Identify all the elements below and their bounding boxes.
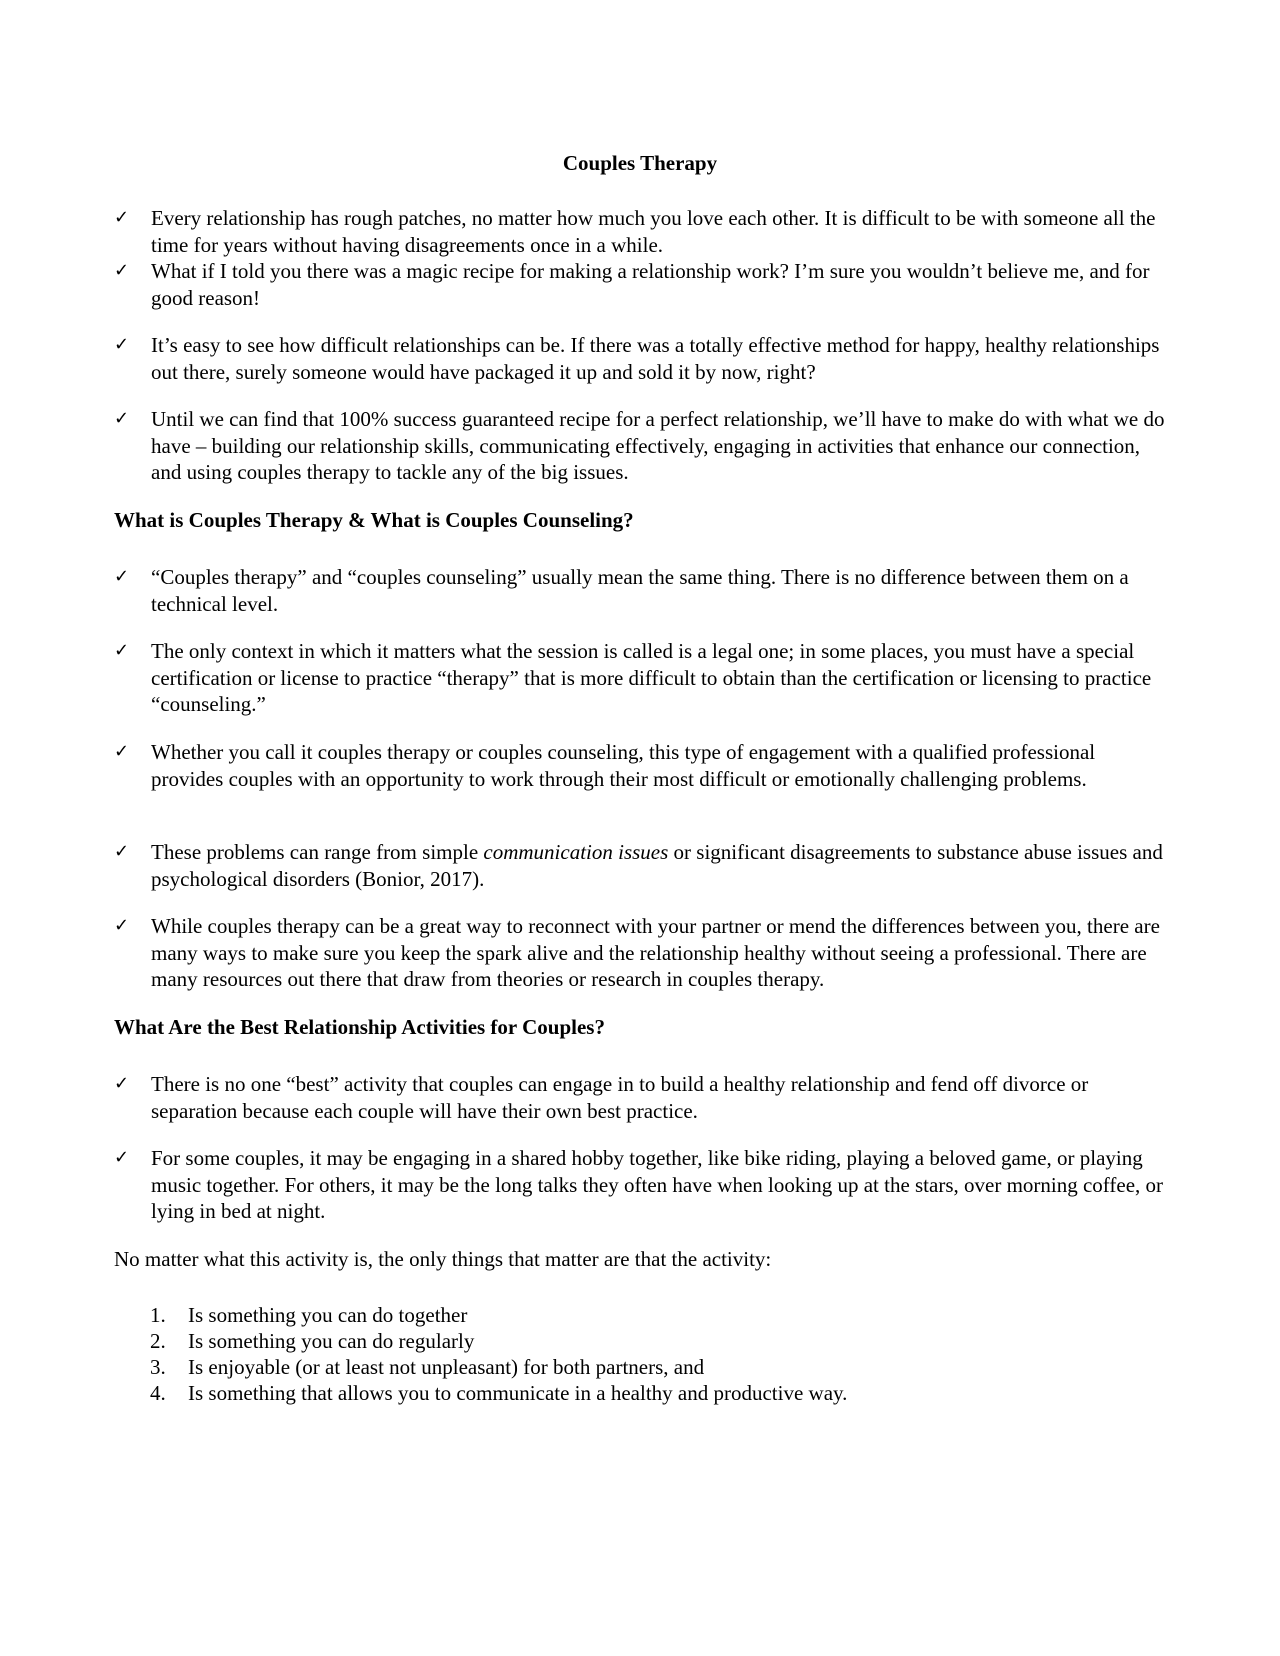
numbered-text: Is something that allows you to communicate in a healthy and productive way. <box>188 1381 848 1405</box>
check-mark-icon: ✓ <box>114 207 130 228</box>
bullet-text: It’s easy to see how difficult relationships can be. If there was a totally effective method for happy, healthy relationships out there, surely someone would have packaged it up and sold it by now, right? <box>151 333 1160 384</box>
item-number: 3. <box>150 1355 166 1379</box>
section-heading: What Are the Best Relationship Activities for Couples? <box>114 1015 605 1039</box>
bullet-item <box>114 406 1170 486</box>
body-paragraph: No matter what this activity is, the only things that matter are that the activity: <box>114 1247 772 1271</box>
bullet-item <box>114 913 1170 993</box>
italic-phrase: communication issues <box>483 840 669 864</box>
numbered-text: Is enjoyable (or at least not unpleasant) for both partners, and <box>188 1355 705 1379</box>
bullet-item <box>114 1071 1170 1124</box>
check-mark-icon: ✓ <box>114 640 130 661</box>
section-heading: What is Couples Therapy & What is Couples Counseling? <box>114 508 634 532</box>
check-mark-icon: ✓ <box>114 260 130 281</box>
bullet-item <box>114 564 1170 617</box>
bullet-item <box>114 332 1170 385</box>
numbered-item <box>150 1302 1150 1328</box>
bullet-item <box>114 258 1170 311</box>
check-mark-icon: ✓ <box>114 841 130 862</box>
check-mark-icon: ✓ <box>114 1147 130 1168</box>
check-mark-icon: ✓ <box>114 741 130 762</box>
bullet-item <box>114 739 1170 792</box>
bullet-item <box>114 839 1170 892</box>
document-title: Couples Therapy <box>562 151 718 175</box>
item-number: 2. <box>150 1329 166 1353</box>
check-mark-icon: ✓ <box>114 566 130 587</box>
item-number: 1. <box>150 1303 166 1327</box>
bullet-text: “Couples therapy” and “couples counseling” usually mean the same thing. There is no difference between them on a technical level. <box>151 565 1129 616</box>
check-mark-icon: ✓ <box>114 408 130 429</box>
bullet-text: Until we can find that 100% success guaranteed recipe for a perfect relationship, we’ll have to make do with what we do have – building our relationship skills, communicating effectively, engaging in activities that enhance our connection, and using couples therapy to tackle any of the big issues. <box>151 407 1165 484</box>
bullet-text-end: or significant disagreements to substance abuse issues and psychological disorders (Bonior, 2017). <box>151 840 1163 891</box>
bullet-item <box>114 1145 1170 1225</box>
bullet-text: Whether you call it couples therapy or couples counseling, this type of engagement with a qualified professional provides couples with an opportunity to work through their most difficult or emotionally challenging problems. <box>151 740 1096 791</box>
bullet-text <box>151 839 1170 892</box>
check-mark-icon: ✓ <box>114 334 130 355</box>
bullet-text: The only context in which it matters what the session is called is a legal one; in some places, you must have a special certification or license to practice “therapy” that is more difficult to obtain than the certification or licensing to practice “counseling.” <box>151 639 1152 716</box>
bullet-text: There is no one “best” activity that couples can engage in to build a healthy relationship and fend off divorce or separation because each couple will have their own best practice. <box>151 1072 1089 1123</box>
numbered-text: Is something you can do regularly <box>188 1329 475 1353</box>
bullet-text: Every relationship has rough patches, no matter how much you love each other. It is difficult to be with someone all the time for years without having disagreements once in a while. <box>151 206 1156 257</box>
bullet-item <box>114 638 1170 718</box>
numbered-item <box>150 1328 1150 1354</box>
bullet-text: What if I told you there was a magic recipe for making a relationship work? I’m sure you wouldn’t believe me, and for good reason! <box>151 259 1150 310</box>
item-number: 4. <box>150 1381 166 1405</box>
bullet-item <box>114 205 1170 258</box>
numbered-item <box>150 1354 1150 1380</box>
bullet-text: For some couples, it may be engaging in a shared hobby together, like bike riding, playing a beloved game, or playing music together. For others, it may be the long talks they often have when looking up at the stars, over morning coffee, or lying in bed at night. <box>151 1146 1164 1223</box>
check-mark-icon: ✓ <box>114 915 130 936</box>
check-mark-icon: ✓ <box>114 1073 130 1094</box>
numbered-item <box>150 1380 1150 1406</box>
numbered-text: Is something you can do together <box>188 1303 468 1327</box>
bullet-text-start: These problems can range from simple <box>151 840 484 864</box>
bullet-text: While couples therapy can be a great way to reconnect with your partner or mend the differences between you, there are many ways to make sure you keep the spark alive and the relationship healthy without seeing a professional. There are many resources out there that draw from theories or research in couples therapy. <box>151 914 1160 991</box>
